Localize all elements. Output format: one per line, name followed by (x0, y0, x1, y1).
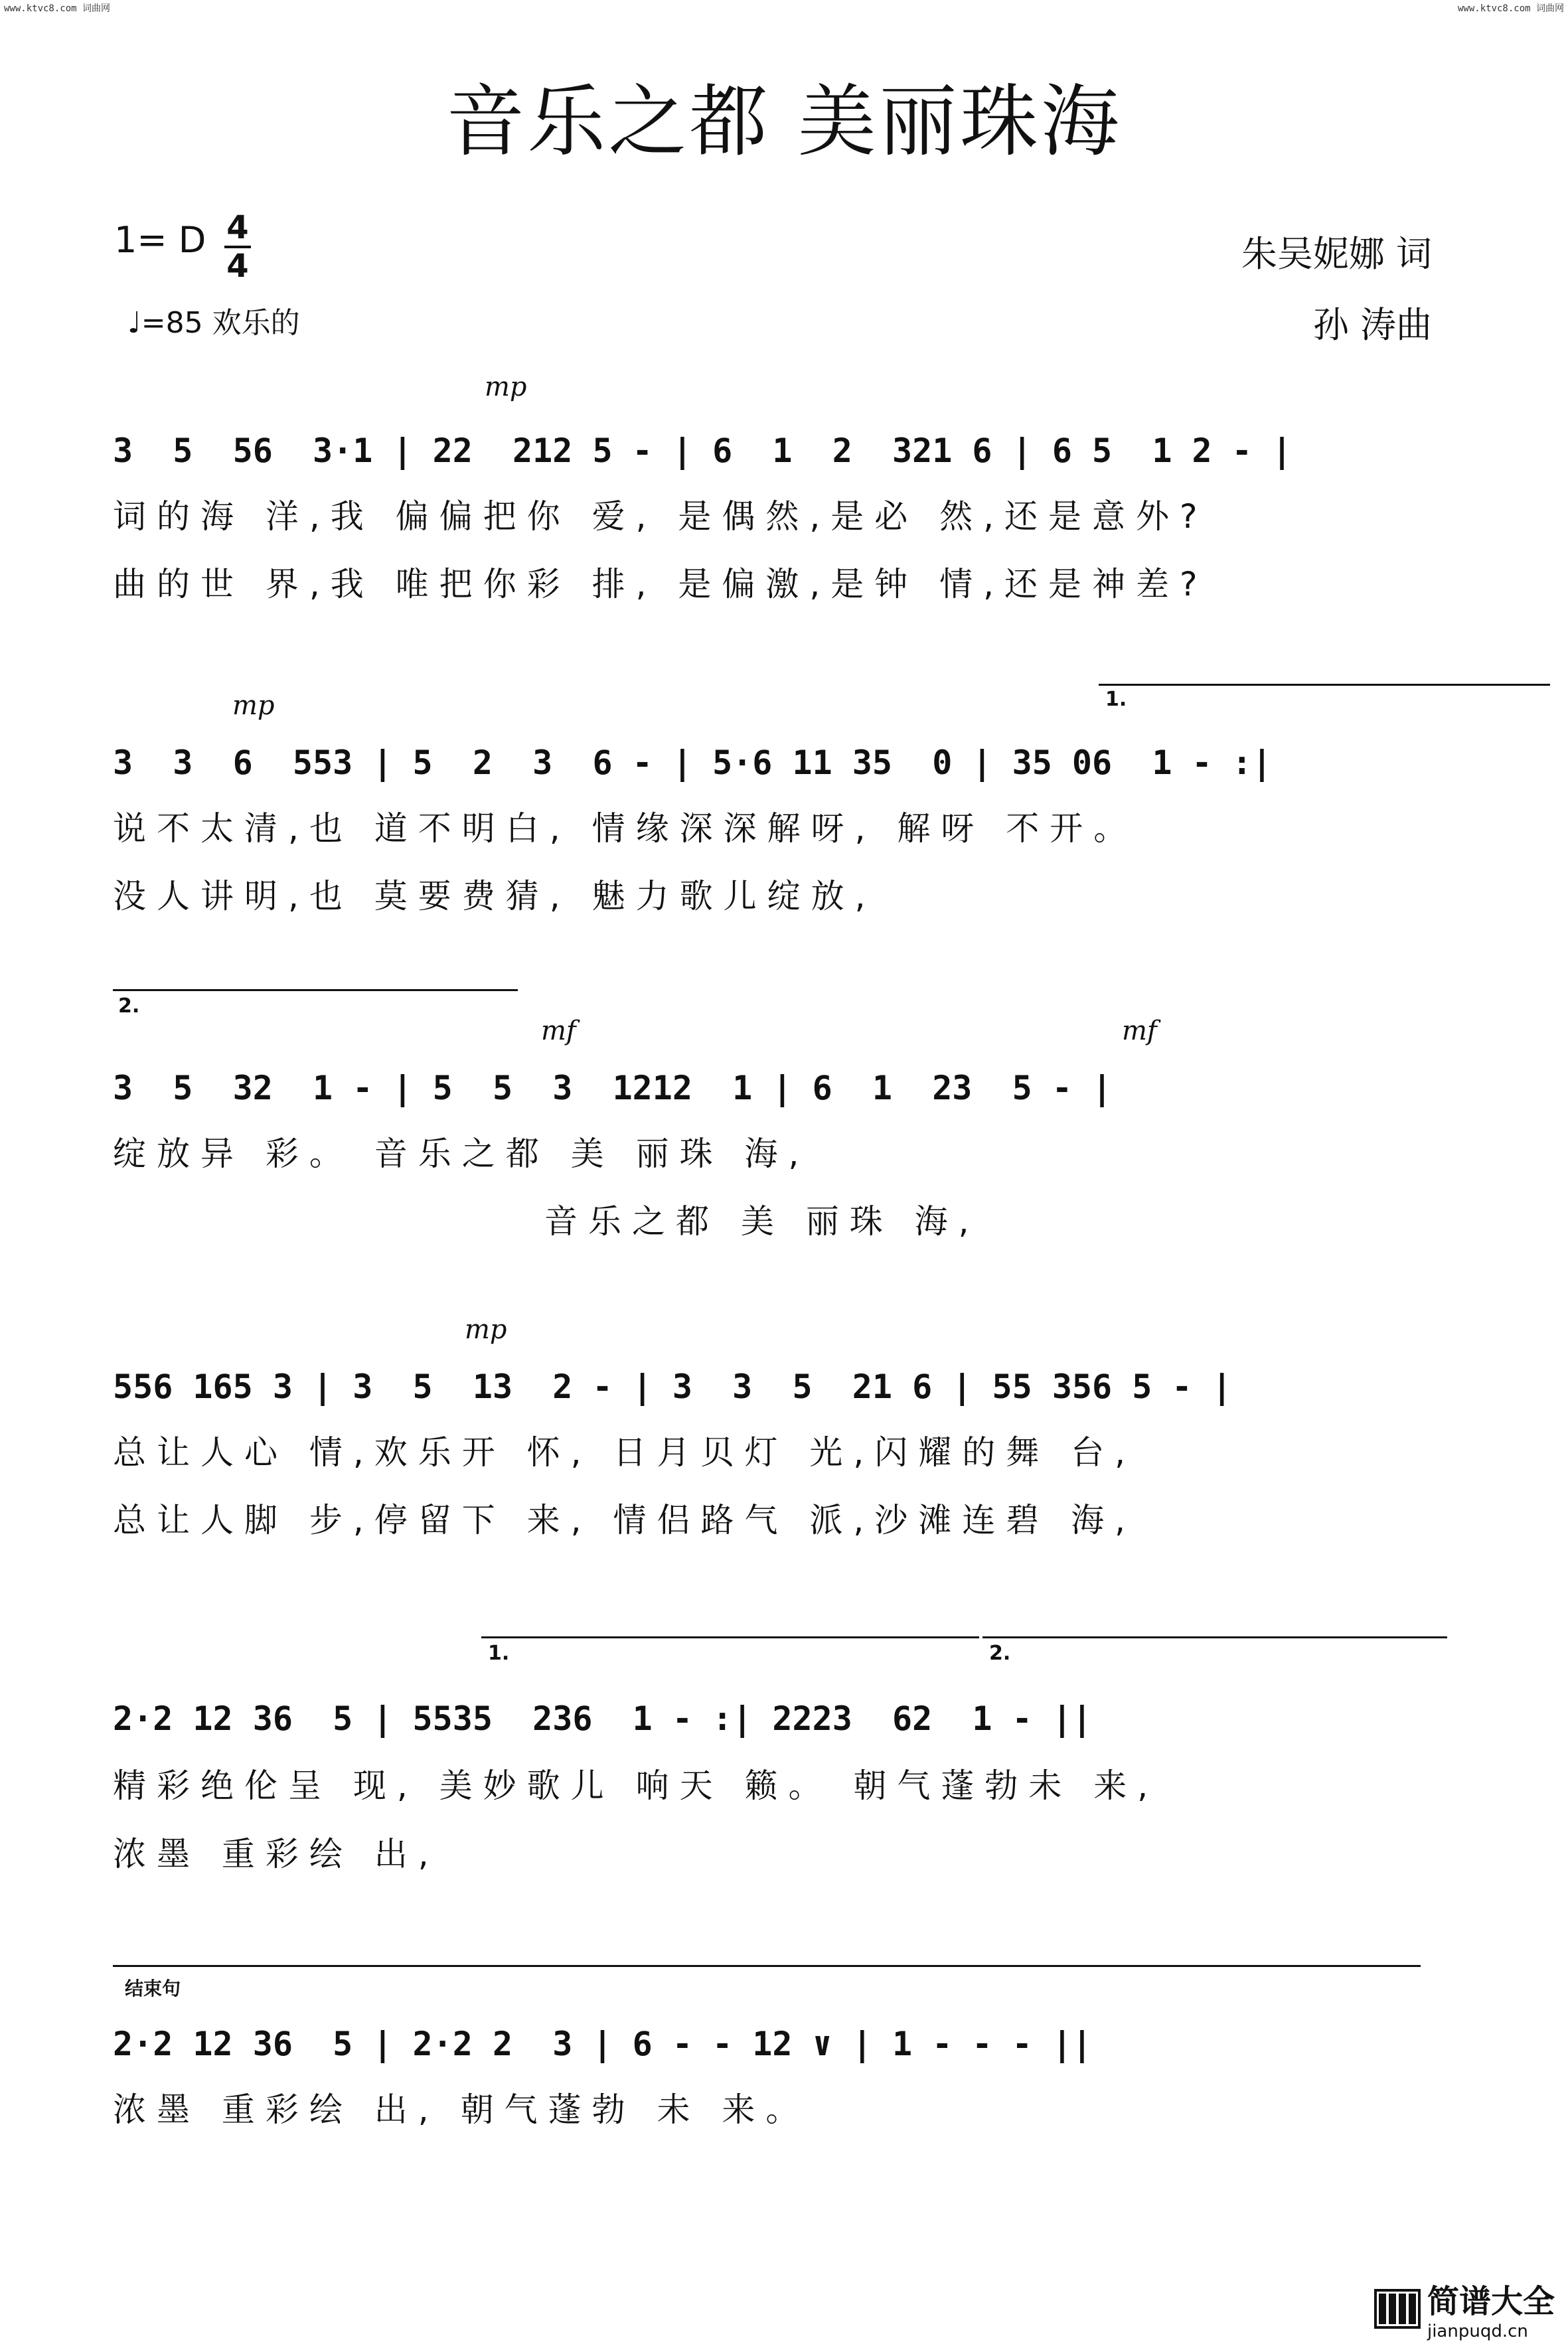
logo-url: jianpuqd.cn (1427, 2321, 1528, 2341)
lyric-line-1: 总让人心 情,欢乐开 怀, 日月贝灯 光,闪耀的舞 台, (113, 1433, 1137, 1472)
lyric-line-2: 曲的世 界,我 唯把你彩 排, 是偏激,是钟 情,还是神差? (113, 565, 1208, 603)
time-sig-top: 4 (226, 209, 249, 246)
piano-keys-icon (1374, 2289, 1421, 2329)
site-logo (1374, 2276, 1555, 2341)
lyric-line-2: 音乐之都 美 丽珠 海, (544, 1202, 980, 1241)
note-line: 3 5 56 3·1 | 22 212 5 - | 6 1 2 321 6 | 6 5 1 2 - | (113, 431, 1293, 470)
dynamic-mark: mp (485, 372, 527, 402)
note-line: 3 5 32 1 - | 5 5 3 1212 1 | 6 1 23 5 - | (113, 1069, 1113, 1107)
song-title: 音乐之都 美丽珠海 (446, 76, 1122, 167)
volta-bracket-2 (982, 1636, 1447, 1638)
lyric-line-1: 浓墨 重彩绘 出, 朝气蓬勃 未 来。 (113, 2090, 810, 2129)
score-row-1 (113, 372, 1474, 603)
lyric-line-1: 说不太清,也 道不明白, 情缘深深解呀, 解呀 不开。 (113, 809, 1138, 848)
note-line: 3 3 6 553 | 5 2 3 6 - | 5·6 11 35 0 | 35 06 1 - :| (113, 744, 1272, 782)
ending-label: 结束句 (125, 1978, 181, 1999)
dynamic-mark: mp (465, 1314, 507, 1345)
score-row-2 (113, 684, 1474, 915)
score-row-5 (113, 1636, 1474, 1889)
dynamic-mark: mf (541, 1016, 576, 1046)
key-signature: 1= D (114, 219, 206, 261)
score-row-4 (113, 1314, 1474, 1540)
note-line: 2·2 12 36 5 | 2·2 2 3 | 6 - - 12 ∨ | 1 - - - || (113, 2025, 1093, 2063)
composer-credit: 孙 涛曲 (1312, 304, 1432, 346)
lyric-line-1: 词的海 洋,我 偏偏把你 爱, 是偶然,是必 然,还是意外? (113, 497, 1208, 536)
lyricist-credit: 朱吴妮娜 词 (1241, 233, 1432, 275)
volta-bracket (113, 989, 518, 991)
volta-bracket (1099, 684, 1550, 686)
tempo-marking: ♩=85 欢乐的 (127, 306, 300, 340)
volta-label: 2. (118, 994, 140, 1018)
score-row-6 (113, 1965, 1474, 2164)
lyric-line-2: 浓墨 重彩绘 出, (113, 1835, 439, 1873)
lyric-line-1: 精彩绝伦呈 现, 美妙歌儿 响天 籁。 朝气蓬勃未 来, (113, 1766, 1159, 1805)
note-line: 2·2 12 36 5 | 5535 236 1 - :| 2223 62 1 - || (113, 1699, 1093, 1738)
lyric-line-1: 绽放异 彩。 音乐之都 美 丽珠 海, (113, 1135, 810, 1173)
lyric-line-2: 总让人脚 步,停留下 来, 情侣路气 派,沙滩连碧 海, (113, 1501, 1137, 1539)
volta-label: 1. (1105, 688, 1127, 711)
watermark-right: www.ktvc8.com 词曲网 (1457, 3, 1564, 14)
time-sig-bottom: 4 (226, 248, 249, 285)
dynamic-mark: mp (232, 690, 275, 721)
logo-name: 简谱大全 (1427, 2283, 1555, 2320)
lyric-line-2: 没人讲明,也 莫要费猜, 魅力歌儿绽放, (113, 877, 876, 915)
watermark-left: www.ktvc8.com 词曲网 (4, 3, 111, 14)
ending-bracket (113, 1965, 1421, 1967)
volta-bracket (481, 1636, 979, 1638)
volta-label-2: 2. (989, 1642, 1011, 1665)
note-line: 556 165 3 | 3 5 13 2 - | 3 3 5 21 6 | 55 356 5 - | (113, 1368, 1232, 1406)
volta-label: 1. (488, 1642, 510, 1665)
dynamic-mark-2: mf (1122, 1016, 1157, 1046)
time-signature (224, 211, 251, 283)
score-row-3 (113, 989, 1474, 1255)
